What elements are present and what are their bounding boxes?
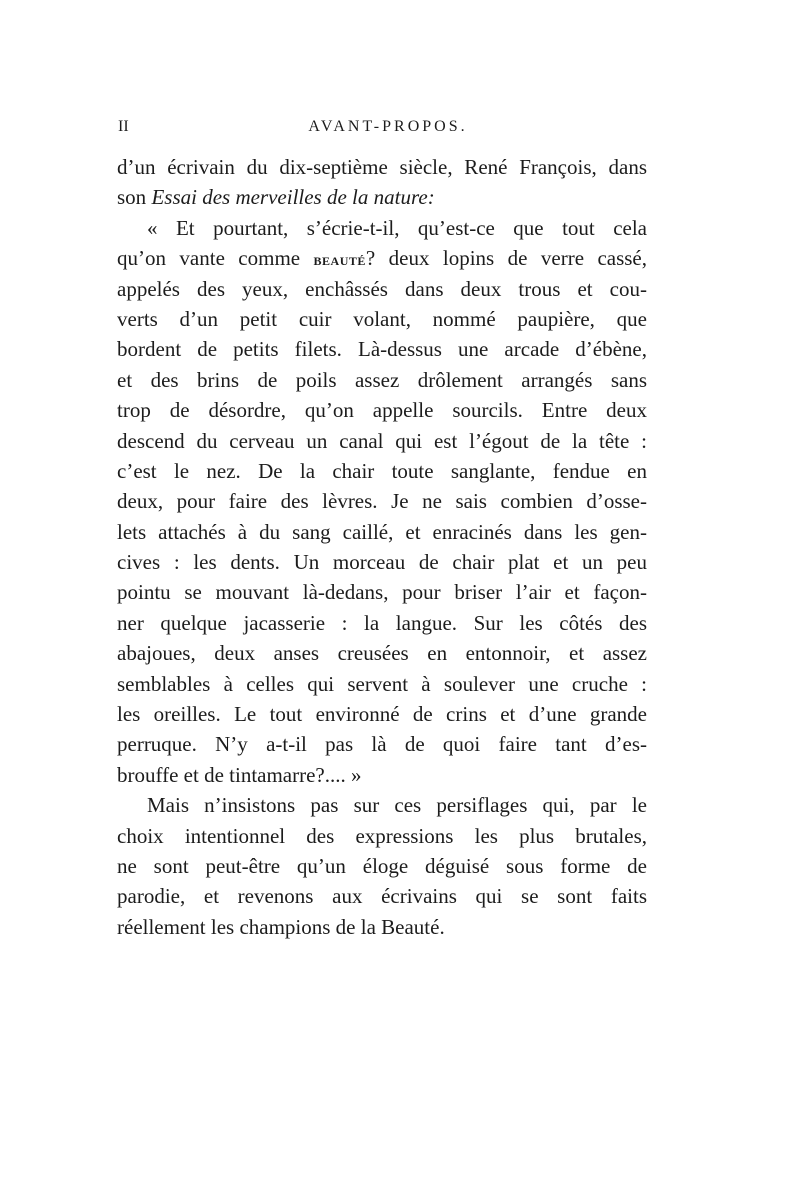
quote-paragraph-start: « Et pourtant, s’écrie-t-il, qu’est-ce que tout cela xyxy=(147,215,647,240)
text-line: ne sont peut-être qu’un éloge déguisé sous forme de xyxy=(117,853,647,878)
text-line: qu’on vante comme beauté? deux lopins de verre cassé, xyxy=(117,246,647,271)
text-line: et des brins de poils assez drôlement arrangés sans xyxy=(117,367,647,392)
text-line: d’un écrivain du dix-septième siècle, René François, dans xyxy=(117,155,647,179)
text-line: brouffe et de tintamarre?.... » xyxy=(117,762,362,787)
text-line: semblables à celles qui servent à soulever une cruche : xyxy=(117,671,647,696)
text-line: appelés des yeux, enchâssés dans deux trous et cou- xyxy=(117,276,647,301)
text-line: deux, pour faire des lèvres. Je ne sais combien d’osse- xyxy=(117,489,647,514)
text-line: verts d’un petit cuir volant, nommé paupière, que xyxy=(117,306,647,331)
text-line: perruque. N’y a-t-il pas là de quoi faire tant d’es- xyxy=(117,732,647,757)
text-line: trop de désordre, qu’on appelle sourcils. Entre deux xyxy=(117,398,647,423)
text-line: abajoues, deux anses creusées en entonnoir, et assez xyxy=(117,641,647,666)
text-line: bordent de petits filets. Là-dessus une arcade d’ébène, xyxy=(117,337,647,362)
text-line: les oreilles. Le tout environné de crins et d’une grande xyxy=(117,702,647,727)
paragraph-start: Mais n’insistons pas sur ces persiflages qui, par le xyxy=(147,793,647,818)
text-line: choix intentionnel des expressions les plus brutales, xyxy=(117,823,647,848)
running-title: AVANT-PROPOS. xyxy=(308,118,468,135)
text-line: cives : les dents. Un morceau de chair plat et un peu xyxy=(117,550,647,575)
running-head xyxy=(118,118,658,142)
page-number: II xyxy=(118,118,129,135)
text-line: lets attachés à du sang caillé, et enracinés dans les gen- xyxy=(117,519,647,544)
text-line: descend du cerveau un canal qui est l’égout de la tête : xyxy=(117,428,647,453)
text-line: ner quelque jacasserie : la langue. Sur les côtés des xyxy=(117,610,647,635)
text-line: c’est le nez. De la chair toute sanglante, fendue en xyxy=(117,458,647,483)
book-title: Essai des merveilles de la nature: xyxy=(151,185,435,210)
text-line: réellement les champions de la Beauté. xyxy=(117,914,445,939)
text-line: pointu se mouvant là-dedans, pour briser l’air et façon- xyxy=(117,580,647,605)
small-caps-word: beauté xyxy=(313,250,366,270)
text-line: parodie, et revenons aux écrivains qui se sont faits xyxy=(117,884,647,909)
body-text xyxy=(117,152,647,942)
text-line: son Essai des merveilles de la nature: xyxy=(117,185,435,210)
